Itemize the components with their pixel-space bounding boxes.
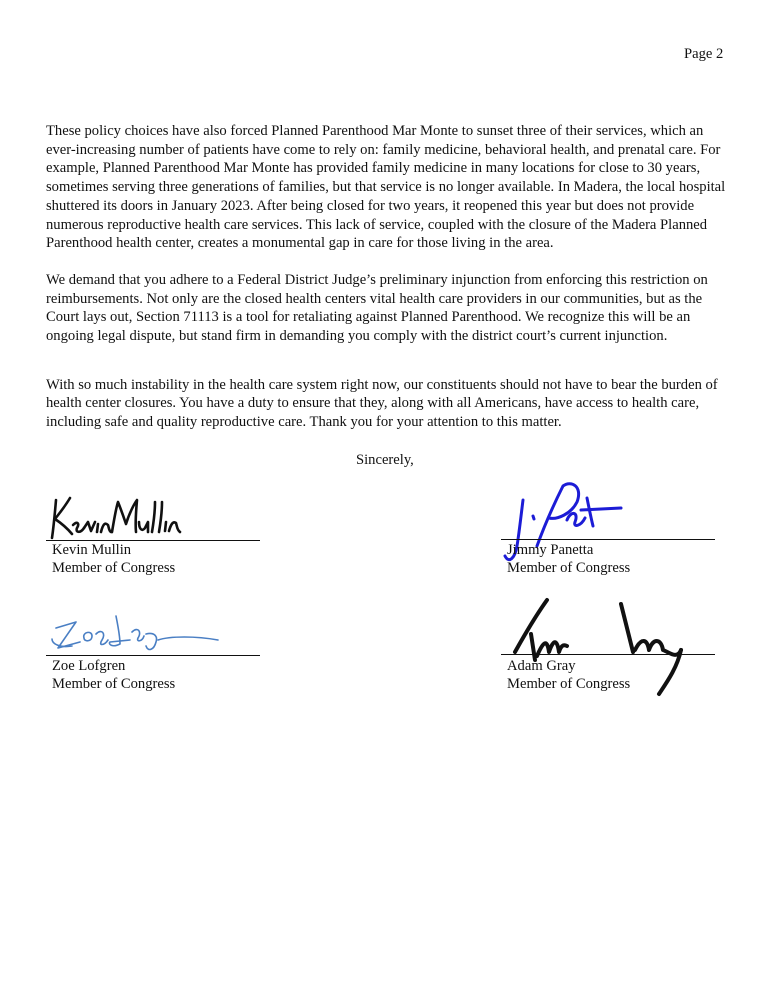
signatory-name: Zoe Lofgren [52,658,126,674]
signatory-name: Jimmy Panetta [507,542,594,558]
paragraph-closing-request: With so much instability in the health care system right now, our constituents should not have to bear the burden of health center closures. You have a duty to ensure that they, along with all Americans, have access to health care, including safe and quality reproductive care. Thank you for your attention to this matter. [46,376,718,431]
signature-zoe-lofgren [46,606,236,656]
signature-line [501,539,715,540]
signatory-title: Member of Congress [52,560,176,576]
page-number: Page 2 [684,46,724,62]
signatory-title: Member of Congress [52,676,176,692]
letter-body [46,122,732,450]
signature-line [46,540,260,541]
signature-kevin-mullin [46,488,186,544]
signatory-name: Adam Gray [507,658,576,674]
signature-line [501,654,715,655]
signatory-title: Member of Congress [507,676,631,692]
signatory-title: Member of Congress [507,560,631,576]
signatory-name: Kevin Mullin [52,542,132,558]
paragraph-injunction: We demand that you adhere to a Federal District Judge’s preliminary injunction from enforcing this restriction on reimbursements. Not only are the closed health centers vital health care providers in our communities, but as the Court lays out, Section 71113 is a tool for retaliating against Planned Parenthood. We recognize this will be an ongoing legal dispute, but stand firm in demanding you comply with the district court’s current injunction. [46,271,708,345]
signature-line [46,655,260,656]
letter-closing: Sincerely, [356,452,414,468]
paragraph-services: These policy choices have also forced Planned Parenthood Mar Monte to sunset three of their services, which an ever-increasing number of patients have come to rely on: family medicine, behavioral health, and prenatal care. For example, Planned Parenthood Mar Monte has provided family medicine in many locations for close to 30 years, sometimes serving three generations of families, but that service is no longer available. In Madera, the local hospital shuttered its doors in January 2023. After being closed for two years, it reopened this year but does not provide numerous reproductive health care services. This lack of service, coupled with the closure of the Madera Planned Parenthood health center, creates a monumental gap in care for those living in the area. [46,123,726,252]
